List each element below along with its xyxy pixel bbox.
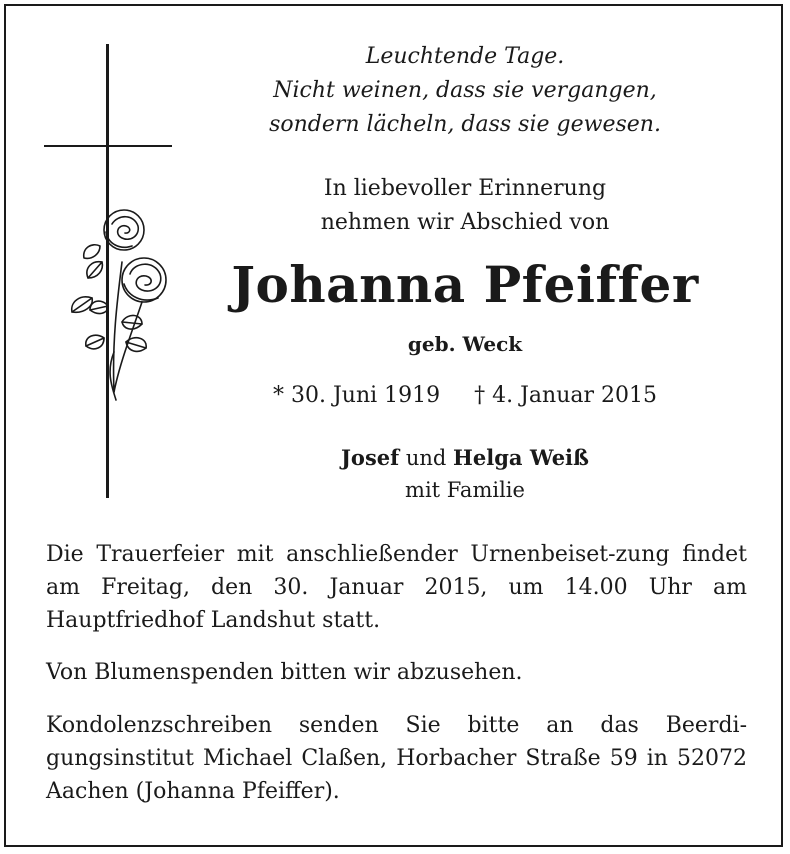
- deceased-name: Johanna Pfeiffer: [231, 255, 699, 314]
- death-date: † 4. Januar 2015: [474, 383, 658, 408]
- mourner-name-1: Josef: [341, 445, 400, 470]
- mourner-name-2: Helga Weiß: [453, 445, 589, 470]
- poem: [174, 40, 756, 142]
- poem-line-3: sondern lächeln, dass sie gewesen.: [269, 112, 661, 137]
- maiden-name: geb. Weck: [407, 332, 523, 356]
- condolences-paragraph: Kondolenzschreiben senden Sie bitte an das Beerdi-gungsinstitut Michael Claßen, Horbacher Straße 59 in 52072 Aachen (Johanna Pfeiffer).: [46, 713, 747, 804]
- funeral-paragraph: Die Trauerfeier mit anschließender Urnenbeiset-zung findet am Freitag, den 30. Januar 2015, um 14.00 Uhr am Hauptfriedhof Landshut statt.: [46, 542, 747, 633]
- memory-line-2: nehmen wir Abschied von: [320, 210, 610, 235]
- memory-line-1: In liebevoller Erinnerung: [323, 176, 607, 201]
- cross-horizontal-bar: [44, 145, 172, 147]
- mourners: [174, 442, 756, 506]
- roses-icon: [62, 202, 172, 402]
- poem-line-2: Nicht weinen, dass sie vergangen,: [273, 78, 657, 103]
- poem-line-1: Leuchtende Tage.: [365, 44, 565, 69]
- obituary-notice: [4, 4, 783, 847]
- mourner-connector: und: [405, 446, 447, 470]
- flowers-paragraph: Von Blumenspenden bitten wir abzusehen.: [46, 660, 523, 685]
- mourners-line-2: mit Familie: [405, 478, 525, 502]
- memory-text: [174, 172, 756, 240]
- mourners-line-1: [174, 442, 756, 474]
- birth-date: * 30. Juni 1919: [272, 383, 441, 408]
- life-dates: [174, 374, 756, 418]
